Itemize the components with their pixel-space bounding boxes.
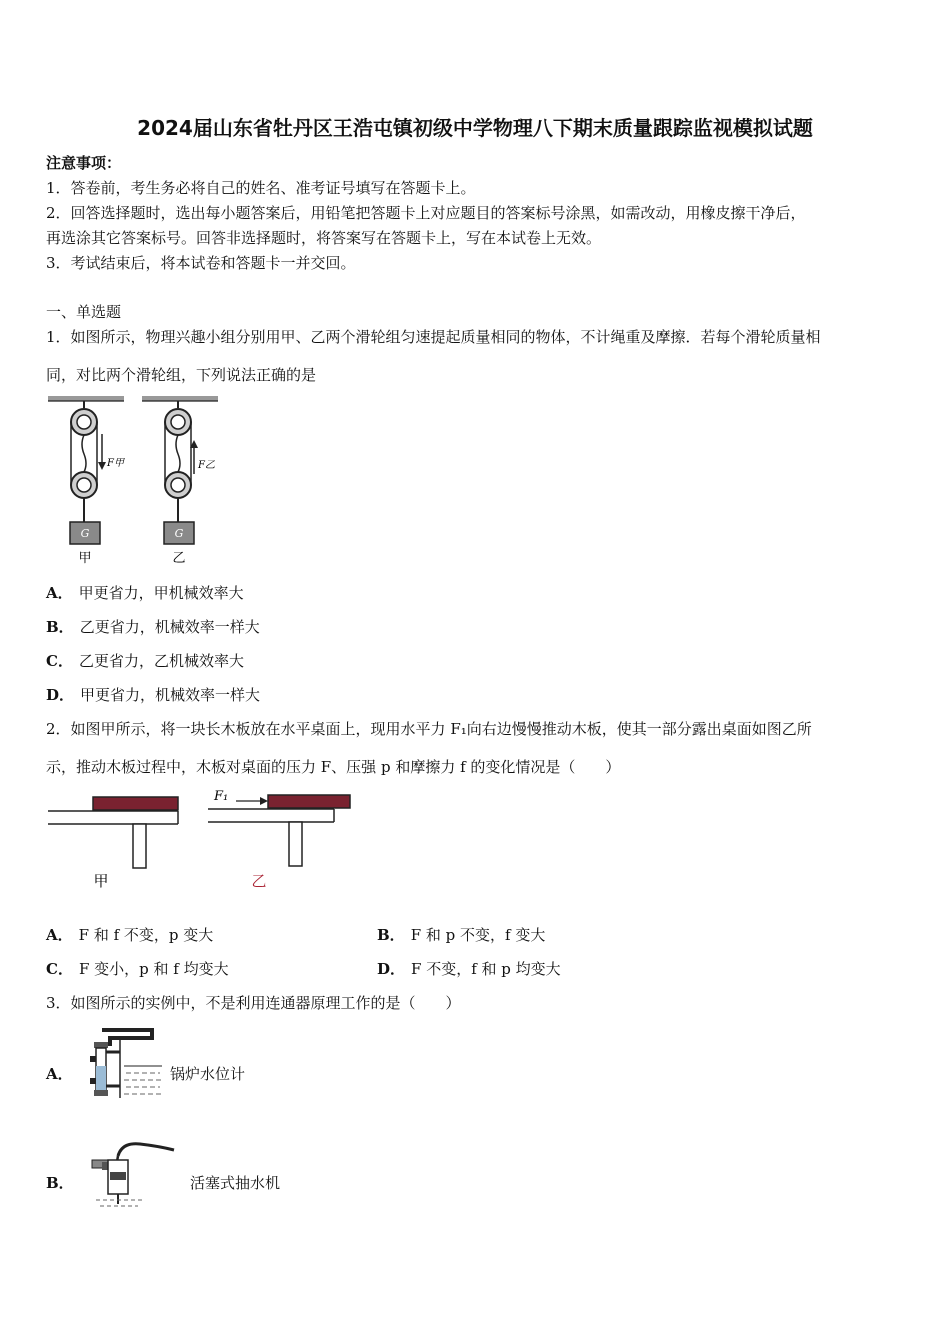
page-title: 2024届山东省牡丹区王浩屯镇初级中学物理八下期末质量跟踪监视模拟试题 [137, 116, 813, 140]
notice-item: 3．考试结束后，将本试卷和答题卡一并交回。 [46, 254, 356, 272]
force-label: F₁ [214, 789, 229, 804]
figure-label-left: 甲 [93, 872, 109, 890]
option-b[interactable]: B． F 和 p 不变，f 变大 [377, 926, 546, 944]
option-a[interactable]: A． F 和 f 不变，p 变大 [46, 926, 214, 944]
figure-label-right: 乙 [251, 872, 267, 890]
table-leg-left [133, 824, 146, 868]
option-a-label[interactable]: A． [46, 1065, 73, 1083]
notice-item: 再选涂其它答案标号。回答非选择题时，将答案写在答题卡上，写在本试卷上无效。 [46, 229, 602, 247]
weight-label-right: G [174, 527, 184, 540]
option-b-label[interactable]: B． [46, 1174, 74, 1192]
board-figure [46, 786, 356, 892]
figure-label-right: 乙 [172, 551, 186, 566]
question-2-text: 2．如图甲所示，将一块长木板放在水平桌面上，现用水平力 F₁向右边慢慢推动木板，使其一部分露出桌面如图乙所 [46, 720, 812, 738]
option-d[interactable]: D． 甲更省力，机械效率一样大 [46, 686, 261, 704]
option-b[interactable]: B． 乙更省力，机械效率一样大 [46, 618, 260, 636]
table-leg-right [289, 822, 302, 866]
piston-pump-figure [82, 1138, 182, 1210]
option-c[interactable]: C． F 变小，p 和 f 均变大 [46, 960, 229, 978]
board-right [268, 795, 350, 808]
board-left [93, 797, 178, 810]
boiler-gauge-figure [80, 1026, 165, 1100]
question-3-text: 3．如图所示的实例中，不是利用连通器原理工作的是（ ） [46, 994, 461, 1012]
force-label-left: F甲 [107, 458, 124, 469]
pulley-figure [44, 394, 234, 566]
option-d[interactable]: D． F 不变，f 和 p 均变大 [377, 960, 561, 978]
option-c[interactable]: C． 乙更省力，乙机械效率大 [46, 652, 244, 670]
notice-item: 1．答卷前，考生务必将自己的姓名、准考证号填写在答题卡上。 [46, 179, 476, 197]
question-1-text: 1．如图所示，物理兴趣小组分别用甲、乙两个滑轮组匀速提起质量相同的物体，不计绳重及摩擦．若每个滑轮质量相 [46, 328, 821, 346]
notice-item: 2．回答选择题时，选出每小题答案后，用铅笔把答题卡上对应题目的答案标号涂黑，如需改动，用橡皮擦干净后， [46, 204, 806, 222]
force-label-right: F乙 [198, 460, 215, 471]
question-1-text-cont: 同，对比两个滑轮组，下列说法正确的是 [46, 366, 317, 384]
force-arrow [260, 797, 268, 805]
figure-label-left: 甲 [78, 551, 92, 566]
option-a[interactable]: A． 甲更省力，甲机械效率大 [46, 584, 244, 602]
ceiling-left [48, 396, 124, 401]
option-b-text: 活塞式抽水机 [190, 1174, 281, 1192]
section-heading: 一、单选题 [46, 303, 122, 321]
notice-heading: 注意事项： [46, 154, 122, 172]
option-a-text: 锅炉水位计 [170, 1065, 246, 1083]
weight-label-left: G [80, 527, 90, 540]
question-2-text-cont: 示，推动木板过程中，木板对桌面的压力 F、压强 p 和摩擦力 f 的变化情况是（ ） [46, 758, 621, 776]
force-arrow-left [98, 462, 106, 470]
ceiling-right [142, 396, 218, 401]
